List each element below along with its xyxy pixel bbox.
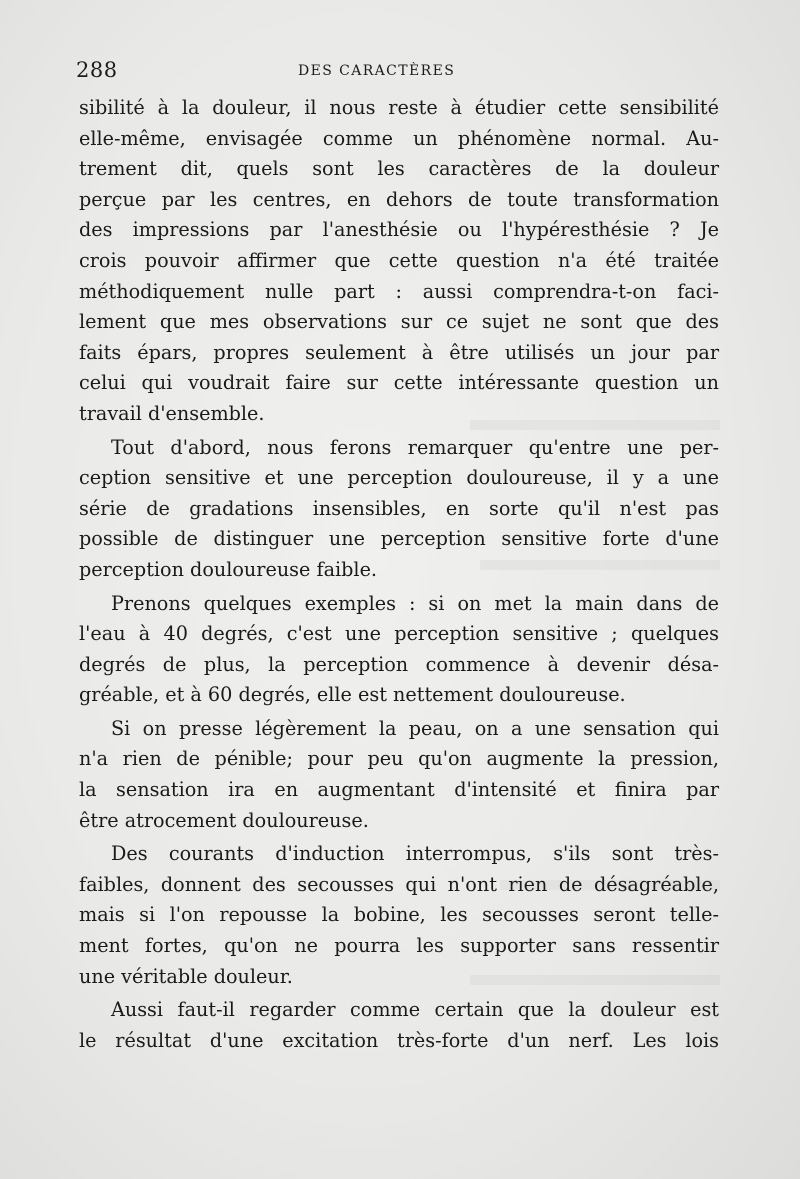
text-line: Des courants d'induction interrompus, s'ils sont très-: [111, 842, 719, 866]
text-line: être atrocement douloureuse.: [79, 808, 369, 832]
text-line: l'eau à 40 degrés, c'est une perception sensitive ; quelques: [79, 622, 719, 646]
text-line: elle-même, envisagée comme un phénomène normal. Au-: [79, 126, 719, 150]
text-line: sibilité à la douleur, il nous reste à étudier cette sensibilité: [79, 96, 719, 119]
running-title: DES CARACTÈRES: [298, 63, 456, 79]
text-line: travail d'ensemble.: [79, 401, 265, 425]
text-line: Aussi faut-il regarder comme certain que la douleur est: [111, 998, 719, 1022]
text-line: gréable, et à 60 degrés, elle est nettement douloureuse.: [79, 683, 626, 707]
text-line: faits épars, propres seulement à être utilisés un jour par: [79, 340, 719, 364]
text-line: perçue par les centres, en dehors de toute transformation: [79, 187, 719, 211]
paragraph: [79, 93, 719, 430]
text-line: perception douloureuse faible.: [79, 557, 378, 581]
text-line: celui qui voudrait faire sur cette intéressante question un: [79, 371, 719, 395]
text-line: ment fortes, qu'on ne pourra les supporter sans ressentir: [79, 934, 719, 958]
text-line: faibles, donnent des secousses qui n'ont rien de désagréable,: [79, 872, 719, 896]
text-line: une véritable douleur.: [79, 964, 293, 988]
text-line: série de gradations insensibles, en sorte qu'il n'est pas: [79, 496, 719, 520]
paragraph: [79, 995, 719, 1056]
text-line: trement dit, quels sont les caractères de la douleur: [79, 157, 719, 181]
text-line: n'a rien de pénible; pour peu qu'on augmente la pression,: [79, 747, 719, 771]
text-line: méthodiquement nulle part : aussi comprendra-t-on faci-: [79, 279, 719, 303]
text-line: Si on presse légèrement la peau, on a une sensation qui: [111, 716, 719, 740]
text-line: possible de distinguer une perception sensitive forte d'une: [79, 527, 719, 551]
text-line: Tout d'abord, nous ferons remarquer qu'entre une per-: [111, 435, 719, 459]
text-line: crois pouvoir affirmer que cette question n'a été traitée: [79, 248, 719, 272]
paragraph: [79, 589, 719, 711]
text-line: des impressions par l'anesthésie ou l'hypéresthésie ? Je: [79, 218, 719, 242]
paragraph: [79, 433, 719, 586]
text-line: Prenons quelques exemples : si on met la main dans de: [111, 591, 719, 615]
text-line: la sensation ira en augmentant d'intensité et finira par: [79, 778, 719, 802]
paragraph: [79, 839, 719, 992]
paragraph: [79, 714, 719, 836]
text-line: lement que mes observations sur ce sujet ne sont que des: [79, 310, 719, 334]
running-head: [76, 58, 726, 88]
text-line: degrés de plus, la perception commence à devenir désa-: [79, 652, 719, 676]
text-line: le résultat d'une excitation très-forte d'un nerf. Les lois: [79, 1028, 719, 1052]
text-line: mais si l'on repousse la bobine, les secousses seront telle-: [79, 903, 719, 927]
page-number: 288: [76, 58, 118, 82]
text-body: [79, 93, 719, 1056]
text-line: ception sensitive et une perception douloureuse, il y a une: [79, 466, 719, 490]
